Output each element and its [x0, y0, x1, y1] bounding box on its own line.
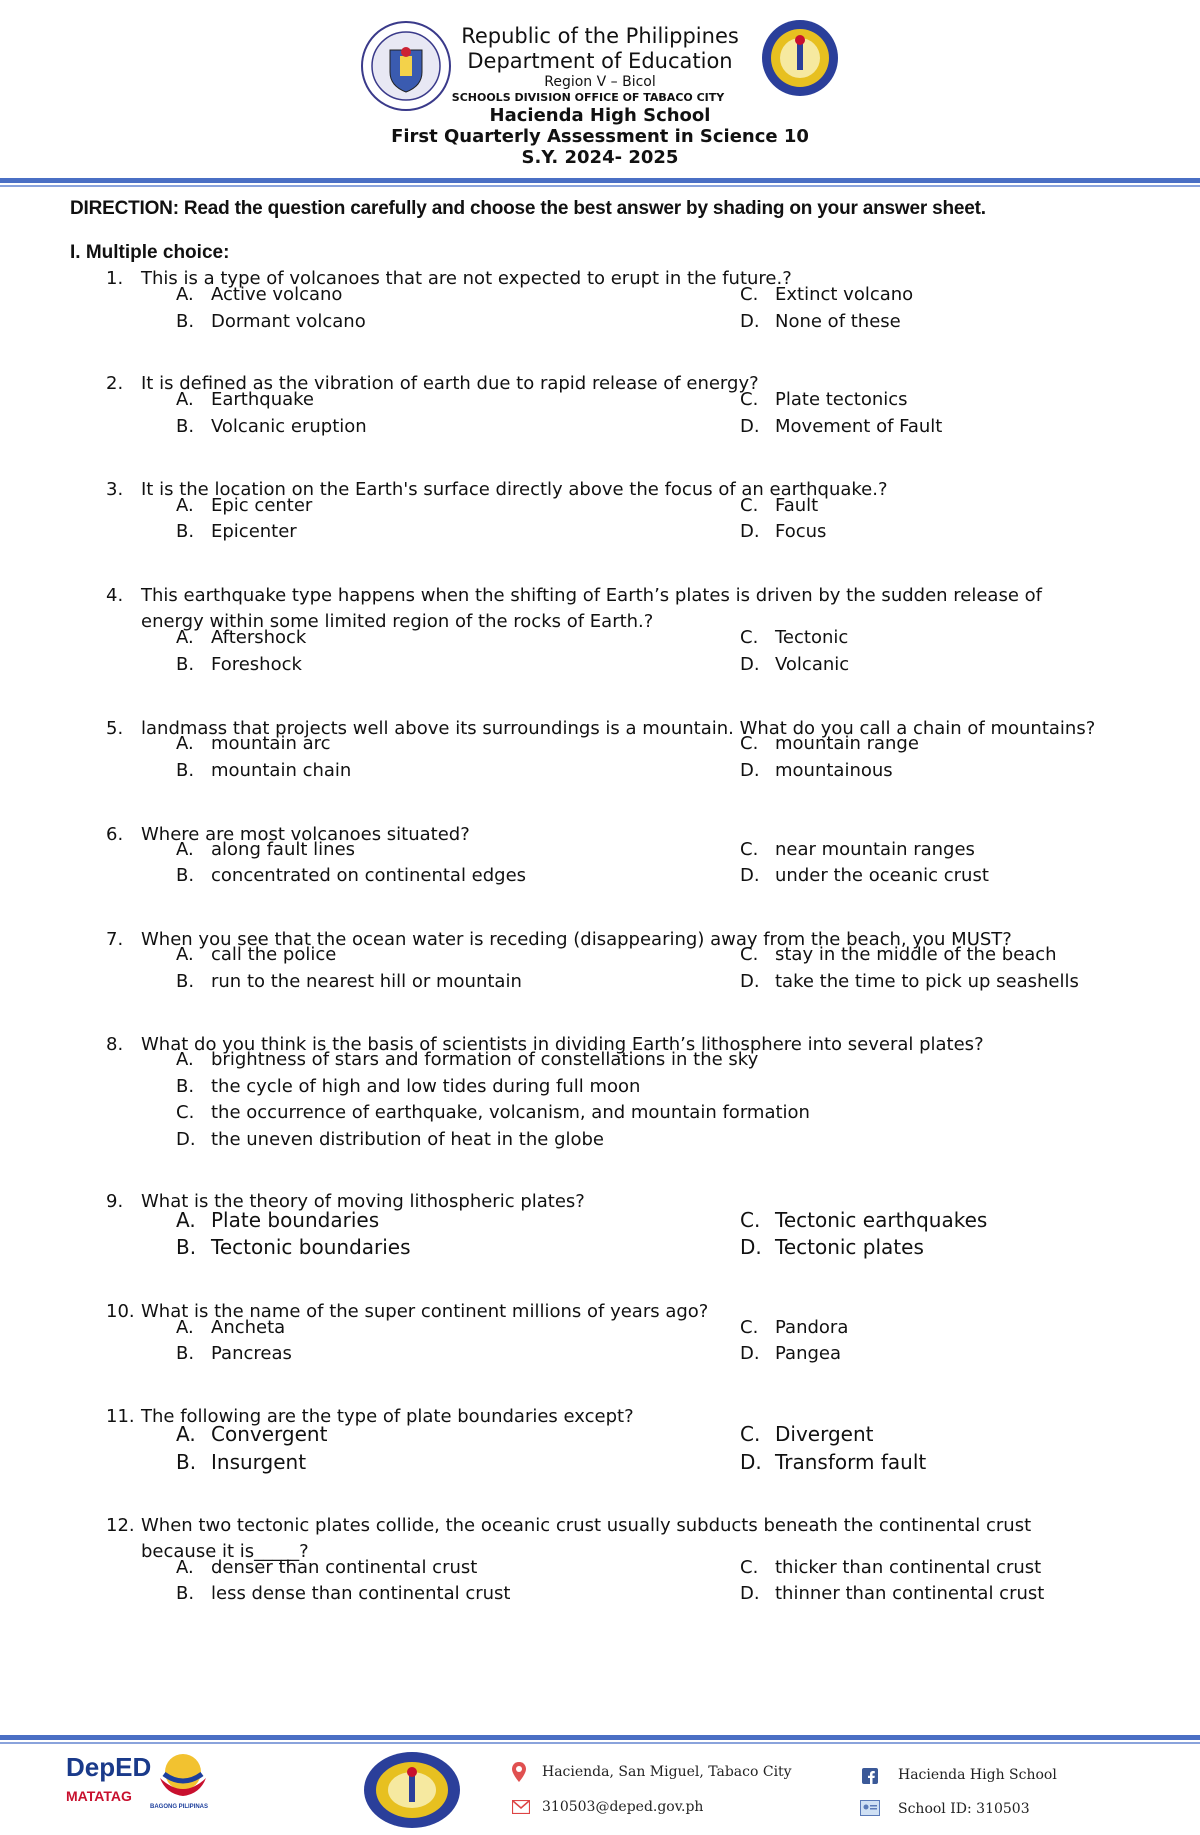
- option-text: the occurrence of earthquake, volcanism, and mountain formation: [211, 1102, 810, 1123]
- option-c: [740, 389, 908, 410]
- question-text: What is the name of the super continent millions of years ago?: [141, 1301, 709, 1322]
- option-c: [740, 733, 919, 754]
- option-b: [176, 1343, 292, 1364]
- footer-divider: [0, 1735, 1200, 1740]
- option-b: [176, 971, 522, 992]
- option-letter: A.: [176, 839, 194, 860]
- option-a: [176, 944, 336, 965]
- question-text: landmass that projects well above its surroundings is a mountain. What do you call a chain of mountains?: [141, 718, 1096, 739]
- footer-facebook: Hacienda High School: [898, 1767, 1057, 1783]
- option-text: Focus: [775, 521, 827, 542]
- direction-text: DIRECTION: Read the question carefully and choose the best answer by shading on your answer sheet.: [70, 198, 986, 219]
- option-text: Active volcano: [211, 284, 343, 305]
- option-letter: A.: [176, 495, 194, 516]
- option-b: [176, 865, 526, 886]
- option-a: [176, 839, 355, 860]
- option-c: [740, 1557, 1041, 1578]
- email-icon: [512, 1800, 530, 1814]
- option-letter: C.: [740, 627, 759, 648]
- option-text: stay in the middle of the beach: [775, 944, 1057, 965]
- question-text: When two tectonic plates collide, the oceanic crust usually subducts beneath the continental crust because it is_____?: [141, 1515, 1032, 1562]
- option-letter: C.: [740, 839, 759, 860]
- option-d: [740, 1450, 926, 1474]
- option-letter: D.: [740, 971, 760, 992]
- option-text: Pandora: [775, 1317, 849, 1338]
- option-letter: C.: [740, 389, 759, 410]
- header-divider-thin: [0, 185, 1200, 187]
- option-text: near mountain ranges: [775, 839, 975, 860]
- option-letter: D.: [176, 1129, 196, 1150]
- section-title: I. Multiple choice:: [70, 242, 230, 263]
- option-text: Dormant volcano: [211, 311, 366, 332]
- option-a: [176, 389, 314, 410]
- option-letter: C.: [740, 495, 759, 516]
- option-text: Fault: [775, 495, 819, 516]
- option-letter: D.: [740, 1583, 760, 1604]
- option-text: Epic center: [211, 495, 313, 516]
- deped-logo-text: DepED: [66, 1752, 152, 1782]
- option-text: along fault lines: [211, 839, 356, 860]
- option-text: run to the nearest hill or mountain: [211, 971, 522, 992]
- option-c: [740, 944, 1057, 965]
- option-text: Plate boundaries: [211, 1208, 380, 1232]
- question-text: What is the theory of moving lithospheric plates?: [141, 1191, 585, 1212]
- department-line: Department of Education: [467, 49, 733, 73]
- option-text: Convergent: [211, 1422, 328, 1446]
- option-letter: D.: [740, 1450, 762, 1474]
- option-letter: B.: [176, 1343, 195, 1364]
- option-d: [740, 1343, 841, 1364]
- header-divider: [0, 178, 1200, 183]
- option-text: Transform fault: [775, 1450, 927, 1474]
- option-letter: D.: [740, 654, 760, 675]
- option-letter: A.: [176, 1557, 194, 1578]
- option-letter: C.: [740, 1208, 761, 1232]
- option-a: [176, 1422, 327, 1446]
- option-a: [176, 1049, 758, 1070]
- option-d: [740, 521, 826, 542]
- question-number: 10.: [106, 1301, 135, 1322]
- option-letter: D.: [740, 521, 760, 542]
- option-d: [740, 1235, 924, 1259]
- option-text: Tectonic earthquakes: [775, 1208, 988, 1232]
- option-text: Tectonic boundaries: [211, 1235, 411, 1259]
- question-text: What do you think is the basis of scientists in dividing Earth’s lithosphere into several plates?: [141, 1034, 984, 1055]
- option-letter: C.: [740, 1422, 761, 1446]
- option-text: Pancreas: [211, 1343, 292, 1364]
- option-letter: B.: [176, 865, 195, 886]
- footer-email: 310503@deped.gov.ph: [542, 1799, 704, 1815]
- school-year: S.Y. 2024- 2025: [521, 147, 679, 168]
- option-text: concentrated on continental edges: [211, 865, 527, 886]
- option-letter: C.: [740, 284, 759, 305]
- option-letter: D.: [740, 311, 760, 332]
- option-a: [176, 1208, 379, 1232]
- option-d: [740, 865, 989, 886]
- question-number: 7.: [106, 929, 124, 950]
- question-text: It is defined as the vibration of earth due to rapid release of energy?: [141, 373, 759, 394]
- footer-divider-thin: [0, 1742, 1200, 1744]
- option-text: the uneven distribution of heat in the globe: [211, 1129, 605, 1150]
- option-c: [176, 1102, 810, 1123]
- option-b: [176, 654, 302, 675]
- option-text: denser than continental crust: [211, 1557, 478, 1578]
- option-letter: A.: [176, 1317, 194, 1338]
- question-number: 6.: [106, 824, 124, 845]
- option-d: [740, 1583, 1044, 1604]
- option-d: [176, 1129, 604, 1150]
- option-b: [176, 760, 351, 781]
- option-b: [176, 416, 367, 437]
- option-text: Tectonic: [775, 627, 849, 648]
- option-letter: A.: [176, 1049, 194, 1070]
- option-text: Extinct volcano: [775, 284, 914, 305]
- option-letter: D.: [740, 1235, 762, 1259]
- option-a: [176, 733, 331, 754]
- option-letter: A.: [176, 1422, 196, 1446]
- question-text: This is a type of volcanoes that are not expected to erupt in the future.?: [141, 268, 792, 289]
- option-text: mountain range: [775, 733, 919, 754]
- question-text: When you see that the ocean water is receding (disappearing) away from the beach, you MUST?: [141, 929, 1012, 950]
- option-text: Insurgent: [211, 1450, 307, 1474]
- option-d: [740, 311, 901, 332]
- region-line: Region V – Bicol: [544, 74, 656, 90]
- option-letter: B.: [176, 971, 195, 992]
- option-d: [740, 416, 942, 437]
- option-letter: C.: [740, 1557, 759, 1578]
- question-number: 5.: [106, 718, 124, 739]
- option-letter: D.: [740, 416, 760, 437]
- option-letter: B.: [176, 760, 195, 781]
- option-d: [740, 760, 893, 781]
- question-number: 1.: [106, 268, 124, 289]
- option-letter: C.: [740, 1317, 759, 1338]
- assessment-title: First Quarterly Assessment in Science 10: [391, 126, 809, 147]
- option-text: thinner than continental crust: [775, 1583, 1045, 1604]
- question-number: 11.: [106, 1406, 135, 1427]
- option-text: Aftershock: [211, 627, 307, 648]
- option-c: [740, 627, 848, 648]
- option-letter: D.: [740, 1343, 760, 1364]
- option-a: [176, 627, 306, 648]
- option-text: the cycle of high and low tides during full moon: [211, 1076, 641, 1097]
- option-text: Pangea: [775, 1343, 842, 1364]
- option-b: [176, 1235, 411, 1259]
- question-number: 3.: [106, 479, 124, 500]
- option-c: [740, 839, 975, 860]
- option-letter: A.: [176, 733, 194, 754]
- question-text: The following are the type of plate boundaries except?: [141, 1406, 634, 1427]
- option-text: None of these: [775, 311, 901, 332]
- option-letter: B.: [176, 1076, 195, 1097]
- option-letter: A.: [176, 627, 194, 648]
- option-letter: C.: [740, 733, 759, 754]
- option-text: Earthquake: [211, 389, 314, 410]
- option-letter: C.: [740, 944, 759, 965]
- option-text: Tectonic plates: [775, 1235, 924, 1259]
- option-letter: A.: [176, 944, 194, 965]
- option-text: Volcanic: [775, 654, 850, 675]
- option-text: under the oceanic crust: [775, 865, 989, 886]
- option-letter: D.: [740, 760, 760, 781]
- option-letter: B.: [176, 416, 195, 437]
- option-letter: C.: [176, 1102, 195, 1123]
- option-letter: A.: [176, 1208, 196, 1232]
- option-text: call the police: [211, 944, 337, 965]
- option-b: [176, 1583, 510, 1604]
- option-text: Divergent: [775, 1422, 874, 1446]
- school-seal-footer-logo: [362, 1750, 462, 1830]
- option-c: [740, 495, 818, 516]
- option-a: [176, 1557, 477, 1578]
- bagong-pilipinas-text: BAGONG PILIPINAS: [150, 1804, 209, 1810]
- option-text: Foreshock: [211, 654, 302, 675]
- option-b: [176, 311, 366, 332]
- option-text: less dense than continental crust: [211, 1583, 511, 1604]
- question-number: 4.: [106, 585, 124, 606]
- question-text: It is the location on the Earth's surface directly above the focus of an earthquake.?: [141, 479, 888, 500]
- option-text: Epicenter: [211, 521, 297, 542]
- option-a: [176, 495, 312, 516]
- option-text: mountainous: [775, 760, 893, 781]
- question-number: 9.: [106, 1191, 124, 1212]
- option-text: brightness of stars and formation of constellations in the sky: [211, 1049, 759, 1070]
- option-b: [176, 1450, 306, 1474]
- option-c: [740, 284, 913, 305]
- option-letter: B.: [176, 654, 195, 675]
- option-b: [176, 1076, 640, 1097]
- option-text: Ancheta: [211, 1317, 286, 1338]
- option-c: [740, 1208, 987, 1232]
- footer-school-id: School ID: 310503: [898, 1801, 1030, 1817]
- option-d: [740, 654, 849, 675]
- question-number: 2.: [106, 373, 124, 394]
- option-text: Plate tectonics: [775, 389, 908, 410]
- option-letter: B.: [176, 1450, 197, 1474]
- republic-line: Republic of the Philippines: [461, 24, 739, 48]
- footer-address: Hacienda, San Miguel, Tabaco City: [542, 1764, 792, 1780]
- option-text: take the time to pick up seashells: [775, 971, 1079, 992]
- option-letter: B.: [176, 311, 195, 332]
- option-a: [176, 284, 342, 305]
- option-d: [740, 971, 1079, 992]
- question-number: 8.: [106, 1034, 124, 1055]
- option-letter: B.: [176, 521, 195, 542]
- option-letter: D.: [740, 865, 760, 886]
- option-text: Volcanic eruption: [211, 416, 367, 437]
- school-name: Hacienda High School: [489, 105, 711, 126]
- option-letter: A.: [176, 389, 194, 410]
- question-text: This earthquake type happens when the shifting of Earth’s plates is driven by the sudden release of energy within some limited region of the rocks of Earth.?: [141, 585, 1042, 632]
- option-letter: B.: [176, 1235, 197, 1259]
- division-line: SCHOOLS DIVISION OFFICE OF TABACO CITY: [451, 91, 725, 104]
- facebook-icon: [862, 1768, 878, 1784]
- option-b: [176, 521, 297, 542]
- question-text: Where are most volcanoes situated?: [141, 824, 470, 845]
- option-text: Movement of Fault: [775, 416, 943, 437]
- option-letter: A.: [176, 284, 194, 305]
- id-card-icon: [860, 1798, 880, 1816]
- option-c: [740, 1317, 848, 1338]
- matatag-logo-text: MATATAG: [66, 1788, 132, 1804]
- option-text: mountain chain: [211, 760, 352, 781]
- option-a: [176, 1317, 285, 1338]
- option-text: thicker than continental crust: [775, 1557, 1042, 1578]
- location-pin-icon: [512, 1762, 526, 1782]
- option-c: [740, 1422, 874, 1446]
- bagong-pilipinas-logo: [152, 1752, 214, 1802]
- option-text: mountain arc: [211, 733, 331, 754]
- question-number: 12.: [106, 1515, 135, 1536]
- option-letter: B.: [176, 1583, 195, 1604]
